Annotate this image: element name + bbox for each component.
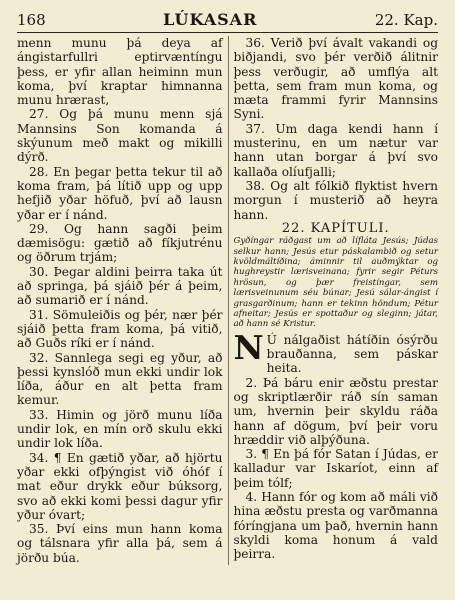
verse: 36. Verið því ávalt vakandi og biðjandi, svo þér verðið álitnir þess verðugir, að umflýa alt þetta, sem fram mun koma, og mæta frammi fyrir Mannsins Syni. [233,36,438,122]
verse: 4. Hann fór og kom að máli við hina æðstu presta og varðmanna fóríngjana um það, hvernin hann skyldi koma honum á vald þeirra. [233,490,438,562]
page-header [17,10,438,33]
page-number: 168 [17,11,46,29]
drop-cap-word-rest: Ú [266,332,277,347]
left-column [17,36,228,565]
verse: menn munu þá deya af ángistarfullri eptirvæntíngu þess, er yfir allan heiminn mun koma, því kraptar himnanna munu hrærast, [17,36,223,108]
verse: 34. ¶ En gætið yðar, að hjörtu yðar ekki ofþýngist við óhóf í mat eður drykk eður búksorg, svo að ekki komi þessi dagur yfir yður óvart; [17,450,223,522]
text-columns [17,36,438,565]
first-verse-text: nálgaðist hátíðin ósýrðu brauðanna, sem páskar heita. [266,332,439,376]
verse: 31. Sömuleiðis og þér, nær þér sjáið þetta fram koma, þá vitið, að Guðs ríki er í nánd. [17,307,223,351]
chapter-first-verse [233,327,439,376]
verse: 28. En þegar þetta tekur til að koma fram, þá lítið upp og upp hefjið yðar höfuð, því að lausn yðar er í nánd. [17,164,223,222]
right-column-verses-bottom [234,376,439,562]
chapter-summary: Gyðíngar ráðgast um að lífláta Jesús; Júdas selkur hann; Jesús etur páskalambið og setur kvöldmáltíðina; áminnir til auðmýktar og hughreystir lærisveinana; fyrir segir Péturs hrösun, og þær freistíngar, sem lærisveinunum séu búnar; Jesú sálar-ángist í grasgarðinum; hann er tekinn höndum; Pétur afneitar; Jesús er spottaður og sleginn; játar, að hann sé Kristur. [233,236,438,330]
drop-cap-letter: N [233,327,264,367]
verse: 35. Því eins mun hann koma og tálsnara yfir alla þá, sem á jörðu búa. [17,522,223,565]
verse: 32. Sannlega segi eg yður, að þessi kynslóð mun ekki undir lok líða, áður en alt þetta fram kemur. [17,350,223,408]
running-title: LÚKASAR [163,10,258,29]
verse: 38. Og alt fólkið flyktist hvern morgun í musterið að heyra hann. [233,178,438,222]
right-column-verses-top [234,36,439,222]
verse: 30. Þegar aldini þeirra taka út að springa, þá sjáið þér á þeim, að sumarið er í nánd. [17,264,223,308]
verse: 33. Himin og jörð munu líða undir lok, en mín orð skulu ekki undir lok líða. [17,407,223,451]
verse: 29. Og hann sagði þeim dæmisögu: gætið að fíkjutrénu og öðrum trjám; [17,221,223,265]
verse: 37. Um daga kendi hann í musterinu, en um nætur var hann utan borgar á því svo kallaða olíufjalli; [233,121,438,179]
verse: 27. Og þá munu menn sjá Mannsins Son komanda á skýunum með makt og mikilli dýrð. [17,107,223,165]
chapter-heading: 22. KAPÍTULI. [281,220,390,236]
verse: 2. Þá báru enir æðstu prestar og skriptlærðir ráð sín saman um, hvernin þeir skyldu ráða hann af dögum, því þeir voru hræddir við alþýðuna. [233,375,438,447]
chapter-label: 22. Kap. [374,11,438,29]
right-column [228,36,439,565]
verse: 3. ¶ En þá fór Satan í Júdas, er kalladur var Iskaríot, einn af þeim tólf; [233,447,438,490]
